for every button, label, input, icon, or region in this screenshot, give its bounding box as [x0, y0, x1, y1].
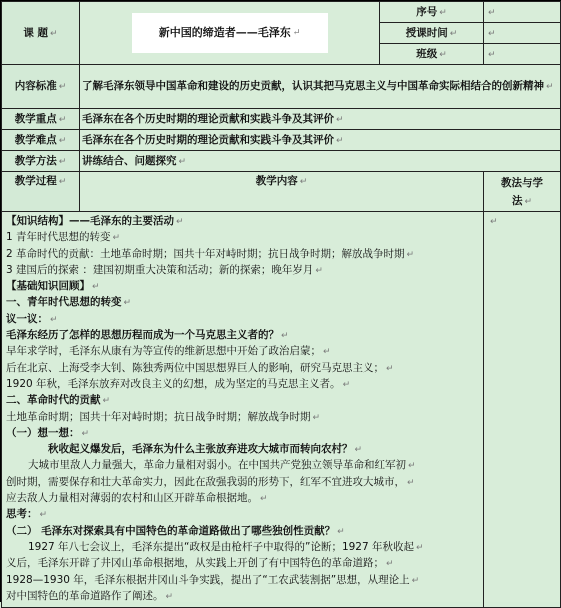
body-line: 后在北京、上海受李大钊、陈独秀两位中国思想界巨人的影响，研究马克思主义； ↵	[6, 361, 394, 374]
body-line: 1928—1930 年，毛泽东根据井冈山斗争实践，提出了“工农武装割据”思想，从理论上 ↵	[6, 573, 420, 586]
lesson-body	[2, 212, 484, 608]
process-label: 教学过程 ↵	[2, 172, 80, 212]
body-line: 1927 年八七会议上，毛泽东提出“政权是由枪杆子中取得的”论断；1927 年秋收起 ↵	[28, 540, 424, 553]
method-col-label: 教法与学 法 ↵	[484, 172, 561, 212]
body-line: 秋收起义爆发后，毛泽东为什么主张放弃进攻大城市而转向农村？ ↵	[48, 443, 363, 456]
content-label: 教学内容 ↵	[80, 172, 484, 212]
class-label: 班级 ↵	[380, 44, 484, 65]
method-text: 讲练结合、问题探究 ↵	[80, 151, 561, 172]
time-label: 授课时间 ↵	[380, 23, 484, 44]
body-line: 毛泽东经历了怎样的思想历程而成为一个马克思主义者的？ ↵	[6, 329, 289, 342]
body-line: （二） 毛泽东对探索具有中国特色的革命道路做出了哪些独创性贡献？ ↵	[6, 524, 345, 537]
body-line: 二、革命时代的贡献 ↵	[6, 394, 111, 407]
body-line: 大城市里敌人力量强大，革命力量相对弱小。在中国共产党独立领导革命和红军初 ↵	[28, 459, 416, 472]
body-line: 创时期，需要保存和壮大革命实力，因此在敌强我弱的形势下，红军不宜进攻大城市， ↵	[6, 475, 415, 488]
class-value[interactable]: ↵	[484, 44, 561, 65]
focus-text: 毛泽东在各个历史时期的理论贡献和实践斗争及其评价 ↵	[80, 109, 561, 130]
course-label: 课 题 ↵	[2, 2, 80, 65]
time-value[interactable]: ↵	[484, 23, 561, 44]
body-line: 应去敌人力量相对薄弱的农村和山区开辟革命根据地。 ↵	[6, 492, 268, 505]
body-line: 1 青年时代思想的转变 ↵	[6, 231, 121, 244]
body-line: 早年求学时，毛泽东从康有为等宣传的维新思想中开始了政治启蒙； ↵	[6, 345, 331, 358]
body-line: 2 革命时代的贡献：土地革命时期；国共十年对峙时期；抗日战争时期；解放战争时期 ↵	[6, 247, 415, 260]
body-line: 3 建国后的探索 ：建国初期重大决策和活动；新的探索；晚年岁月 ↵	[6, 263, 323, 276]
difficulty-text: 毛泽东在各个历史时期的理论贡献和实践斗争及其评价 ↵	[80, 130, 561, 151]
focus-label: 教学重点 ↵	[2, 109, 80, 130]
serial-label: 序号 ↵	[380, 2, 484, 23]
body-line: 【基础知识回顾】 ↵	[6, 280, 100, 293]
standard-label: 内容标准 ↵	[2, 65, 80, 109]
body-line: 一、青年时代思想的转变 ↵	[6, 296, 132, 309]
body-line: 【知识结构】——毛泽东的主要活动 ↵	[6, 215, 184, 227]
lesson-body-lines	[6, 214, 479, 605]
body-line: 思考： ↵	[6, 508, 48, 521]
body-line: 1920 年秋，毛泽东放弃对改良主义的幻想，成为坚定的马克思主义者。 ↵	[6, 377, 351, 390]
course-title: 新中国的缔造者——毛泽东 ↵	[132, 13, 328, 53]
body-line: 议一议： ↵	[6, 312, 58, 325]
method-label: 教学方法 ↵	[2, 151, 80, 172]
standard-text: 了解毛泽东领导中国革命和建设的历史贡献，认识其把马克思主义与中国革命实际相结合的创新精神 ↵	[80, 65, 561, 109]
lesson-plan-table	[1, 1, 561, 608]
method-notes-cell[interactable]: ↵	[484, 212, 561, 608]
body-line: 对中国特色的革命道路作了阐述。 ↵	[6, 589, 174, 602]
difficulty-label: 教学难点 ↵	[2, 130, 80, 151]
body-line: 土地革命时期；国共十年对峙时期；抗日战争时期；解放战争时期 ↵	[6, 410, 321, 423]
serial-value[interactable]: ↵	[484, 2, 561, 23]
body-line: （一）想一想： ↵	[6, 426, 90, 439]
course-title-cell	[80, 2, 380, 65]
body-line: 义后，毛泽东开辟了井冈山革命根据地，从实践上开创了有中国特色的革命道路； ↵	[6, 557, 394, 570]
